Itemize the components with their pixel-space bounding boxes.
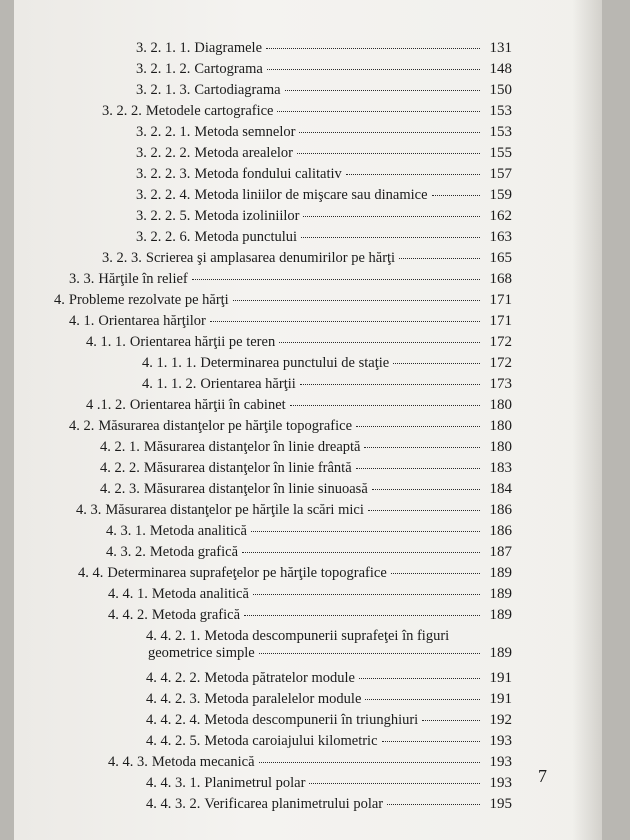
dot-leader: [251, 531, 480, 532]
entry-title-continued: geometrice simple: [148, 645, 255, 661]
entry-number: 4. 2. 1.: [100, 439, 140, 455]
entry-number: 4. 1. 1. 1.: [142, 355, 197, 371]
toc-entry: [102, 103, 512, 123]
dot-leader: [382, 741, 480, 742]
entry-number: 3. 2. 1. 1.: [136, 40, 191, 56]
entry-number: 4. 1. 1.: [86, 334, 126, 350]
toc-entry: [146, 691, 512, 711]
page-number: 186: [489, 523, 512, 539]
entry-number: 4. 4. 1.: [108, 586, 148, 602]
page-number: 180: [489, 397, 512, 413]
page-number: 184: [489, 481, 512, 497]
toc-entry: [136, 145, 512, 165]
dot-leader: [253, 594, 480, 595]
dot-leader: [387, 804, 480, 805]
dot-leader: [267, 69, 480, 70]
dot-leader: [233, 300, 480, 301]
entry-title: Metodele cartografice: [145, 103, 274, 119]
toc-entry: [69, 418, 512, 438]
page-number: 159: [489, 187, 512, 203]
toc-entry: [136, 166, 512, 186]
entry-number: 4. 4. 2. 3.: [146, 691, 201, 707]
entry-title: Orientarea hărţii: [200, 376, 296, 392]
page-number: 189: [489, 645, 512, 661]
entry-title: Măsurarea distanţelor în linie frântă: [143, 460, 352, 476]
entry-title: Orientarea hărţii pe teren: [129, 334, 276, 350]
page-number: 153: [489, 103, 512, 119]
toc-entry: [146, 628, 512, 668]
entry-title: Măsurarea distanţelor în linie sinuoasă: [143, 481, 368, 497]
entry-title: Probleme rezolvate pe hărţi: [68, 292, 229, 308]
dot-leader: [303, 216, 480, 217]
dot-leader: [297, 153, 480, 154]
entry-title: Planimetrul polar: [204, 775, 306, 791]
entry-title: Metoda grafică: [149, 544, 239, 560]
entry-title: Metoda fondului calitativ: [194, 166, 342, 182]
entry-number: 3. 2. 3.: [102, 250, 142, 266]
entry-number: 4. 1.: [69, 313, 95, 329]
dot-leader: [290, 405, 480, 406]
dot-leader: [259, 653, 480, 654]
dot-leader: [359, 678, 480, 679]
page-number: 186: [489, 502, 512, 518]
dot-leader: [364, 447, 480, 448]
entry-title: Metoda analitică: [151, 586, 249, 602]
toc-entry: [146, 712, 512, 732]
dot-leader: [356, 468, 480, 469]
entry-number: 4. 4. 3.: [108, 754, 148, 770]
entry-title: Metoda paralelelor module: [204, 691, 362, 707]
dot-leader: [372, 489, 480, 490]
page-number: 163: [489, 229, 512, 245]
entry-title: Metoda liniilor de mişcare sau dinamice: [194, 187, 428, 203]
entry-title: Metoda izoliniilor: [194, 208, 300, 224]
toc-entry: [78, 565, 512, 585]
dot-leader: [393, 363, 480, 364]
dot-leader: [391, 573, 480, 574]
page-number: 162: [489, 208, 512, 224]
entry-title: Verificarea planimetrului polar: [204, 796, 384, 812]
entry-title: Cartograma: [194, 61, 263, 77]
page-number: 150: [489, 82, 512, 98]
entry-number: 4. 4. 2.: [108, 607, 148, 623]
toc-entry: [146, 733, 512, 753]
dot-leader: [242, 552, 480, 553]
dot-leader: [399, 258, 480, 259]
page-number: 183: [489, 460, 512, 476]
entry-number: 4. 4. 3. 2.: [146, 796, 201, 812]
dot-leader: [432, 195, 480, 196]
toc-entry: [106, 523, 512, 543]
page-number: 195: [489, 796, 512, 812]
toc-entry: [136, 208, 512, 228]
page-number: 131: [489, 40, 512, 56]
dot-leader: [279, 342, 480, 343]
page-number: 173: [489, 376, 512, 392]
page-number: 171: [489, 292, 512, 308]
entry-title: Metoda punctului: [194, 229, 298, 245]
entry-number: 3. 3.: [69, 271, 95, 287]
toc-entry: [108, 607, 512, 627]
entry-number: 4. 1. 1. 2.: [142, 376, 197, 392]
entry-title: Determinarea suprafeţelor pe hărţile topografice: [107, 565, 387, 581]
entry-title: Metoda pătratelor module: [204, 670, 355, 686]
page-number: 155: [489, 145, 512, 161]
dot-leader: [259, 762, 480, 763]
toc-entry: [146, 670, 512, 690]
entry-number: 4. 3. 1.: [106, 523, 146, 539]
entry-number: 3. 2. 2. 5.: [136, 208, 191, 224]
entry-number: 3. 2. 2. 6.: [136, 229, 191, 245]
page-number: 189: [489, 565, 512, 581]
dot-leader: [244, 615, 480, 616]
page-number: 168: [489, 271, 512, 287]
toc-entry: [142, 376, 512, 396]
entry-title: Metoda descompunerii suprafeţei în figuri: [204, 628, 450, 644]
page-number: 180: [489, 418, 512, 434]
dot-leader: [346, 174, 480, 175]
entry-title: Metoda analitică: [149, 523, 247, 539]
entry-number: 3. 2. 2. 3.: [136, 166, 191, 182]
page-number: 193: [489, 775, 512, 791]
toc-entry: [69, 313, 512, 333]
entry-title: Măsurarea distanţelor pe hărţile la scări mici: [105, 502, 364, 518]
dot-leader: [422, 720, 480, 721]
entry-title: Hărţile în relief: [98, 271, 188, 287]
entry-title: Metoda arealelor: [194, 145, 294, 161]
toc-entry: [136, 124, 512, 144]
toc-entry: [136, 61, 512, 81]
dot-leader: [368, 510, 480, 511]
entry-title: Metoda mecanică: [151, 754, 255, 770]
entry-number: 4. 3. 2.: [106, 544, 146, 560]
page-number: 172: [489, 355, 512, 371]
entry-number: 3. 2. 1. 2.: [136, 61, 191, 77]
toc-entry: [136, 187, 512, 207]
entry-title: Cartodiagrama: [194, 82, 281, 98]
page-number: 189: [489, 607, 512, 623]
entry-number: 4. 2. 2.: [100, 460, 140, 476]
toc-entry: [86, 397, 512, 417]
dot-leader: [300, 384, 480, 385]
entry-number: 4. 2.: [69, 418, 95, 434]
toc-entry: [86, 334, 512, 354]
page-number: 153: [489, 124, 512, 140]
toc-entry: [100, 481, 512, 501]
entry-title: Orientarea hărţii în cabinet: [129, 397, 286, 413]
page-number: 171: [489, 313, 512, 329]
dot-leader: [309, 783, 480, 784]
dot-leader: [299, 132, 480, 133]
toc-entry: [69, 271, 512, 291]
page-number: 191: [489, 691, 512, 707]
dot-leader: [356, 426, 480, 427]
page-number: 191: [489, 670, 512, 686]
entry-number: 4 .1. 2.: [86, 397, 126, 413]
page-folio: 7: [538, 766, 547, 786]
entry-number: 3. 2. 2. 4.: [136, 187, 191, 203]
page-number: 157: [489, 166, 512, 182]
entry-number: 3. 2. 1. 3.: [136, 82, 191, 98]
page-number: 189: [489, 586, 512, 602]
toc-entry: [108, 754, 512, 774]
dot-leader: [365, 699, 480, 700]
entry-number: 4. 2. 3.: [100, 481, 140, 497]
page-number: 165: [489, 250, 512, 266]
toc-entry: [54, 292, 512, 312]
entry-number: 4. 4. 2. 4.: [146, 712, 201, 728]
page-number: 172: [489, 334, 512, 350]
toc-entry: [146, 796, 512, 816]
toc-entry: [100, 439, 512, 459]
dot-leader: [301, 237, 480, 238]
dot-leader: [266, 48, 480, 49]
entry-number: 3. 2. 2.: [102, 103, 142, 119]
dot-leader: [210, 321, 480, 322]
entry-number: 4.: [54, 292, 65, 308]
page-number: 193: [489, 733, 512, 749]
dot-leader: [277, 111, 480, 112]
entry-title: Metoda caroiajului kilometric: [204, 733, 378, 749]
entry-number: 4. 4.: [78, 565, 104, 581]
toc-entry: [106, 544, 512, 564]
entry-number: 4. 4. 2. 2.: [146, 670, 201, 686]
book-page: [14, 0, 602, 840]
page-number: 192: [489, 712, 512, 728]
dot-leader: [192, 279, 480, 280]
toc-entry: [146, 775, 512, 795]
page-number: 187: [489, 544, 512, 560]
page-number: 180: [489, 439, 512, 455]
entry-number: 4. 3.: [76, 502, 102, 518]
entry-title: Măsurarea distanţelor în linie dreaptă: [143, 439, 361, 455]
toc-entry: [136, 229, 512, 249]
entry-number: 4. 4. 2. 1.: [146, 628, 201, 644]
entry-title: Determinarea punctului de staţie: [200, 355, 390, 371]
toc-entry: [102, 250, 512, 270]
toc-entry: [136, 82, 512, 102]
page-number: 148: [489, 61, 512, 77]
entry-title: Măsurarea distanţelor pe hărţile topografice: [98, 418, 353, 434]
entry-title: Metoda semnelor: [194, 124, 296, 140]
toc-entry: [136, 40, 512, 60]
entry-title: Scrierea şi amplasarea denumirilor pe hărţi: [145, 250, 396, 266]
entry-title: Diagramele: [194, 40, 263, 56]
toc-entry: [76, 502, 512, 522]
entry-number: 4. 4. 2. 5.: [146, 733, 201, 749]
entry-number: 4. 4. 3. 1.: [146, 775, 201, 791]
entry-title: Orientarea hărţilor: [98, 313, 206, 329]
page-number: 193: [489, 754, 512, 770]
toc-entry: [100, 460, 512, 480]
toc-entry: [108, 586, 512, 606]
entry-number: 3. 2. 2. 2.: [136, 145, 191, 161]
dot-leader: [285, 90, 480, 91]
entry-title: Metoda descompunerii în triunghiuri: [204, 712, 419, 728]
entry-title: Metoda grafică: [151, 607, 241, 623]
entry-number: 3. 2. 2. 1.: [136, 124, 191, 140]
toc-entry: [142, 355, 512, 375]
